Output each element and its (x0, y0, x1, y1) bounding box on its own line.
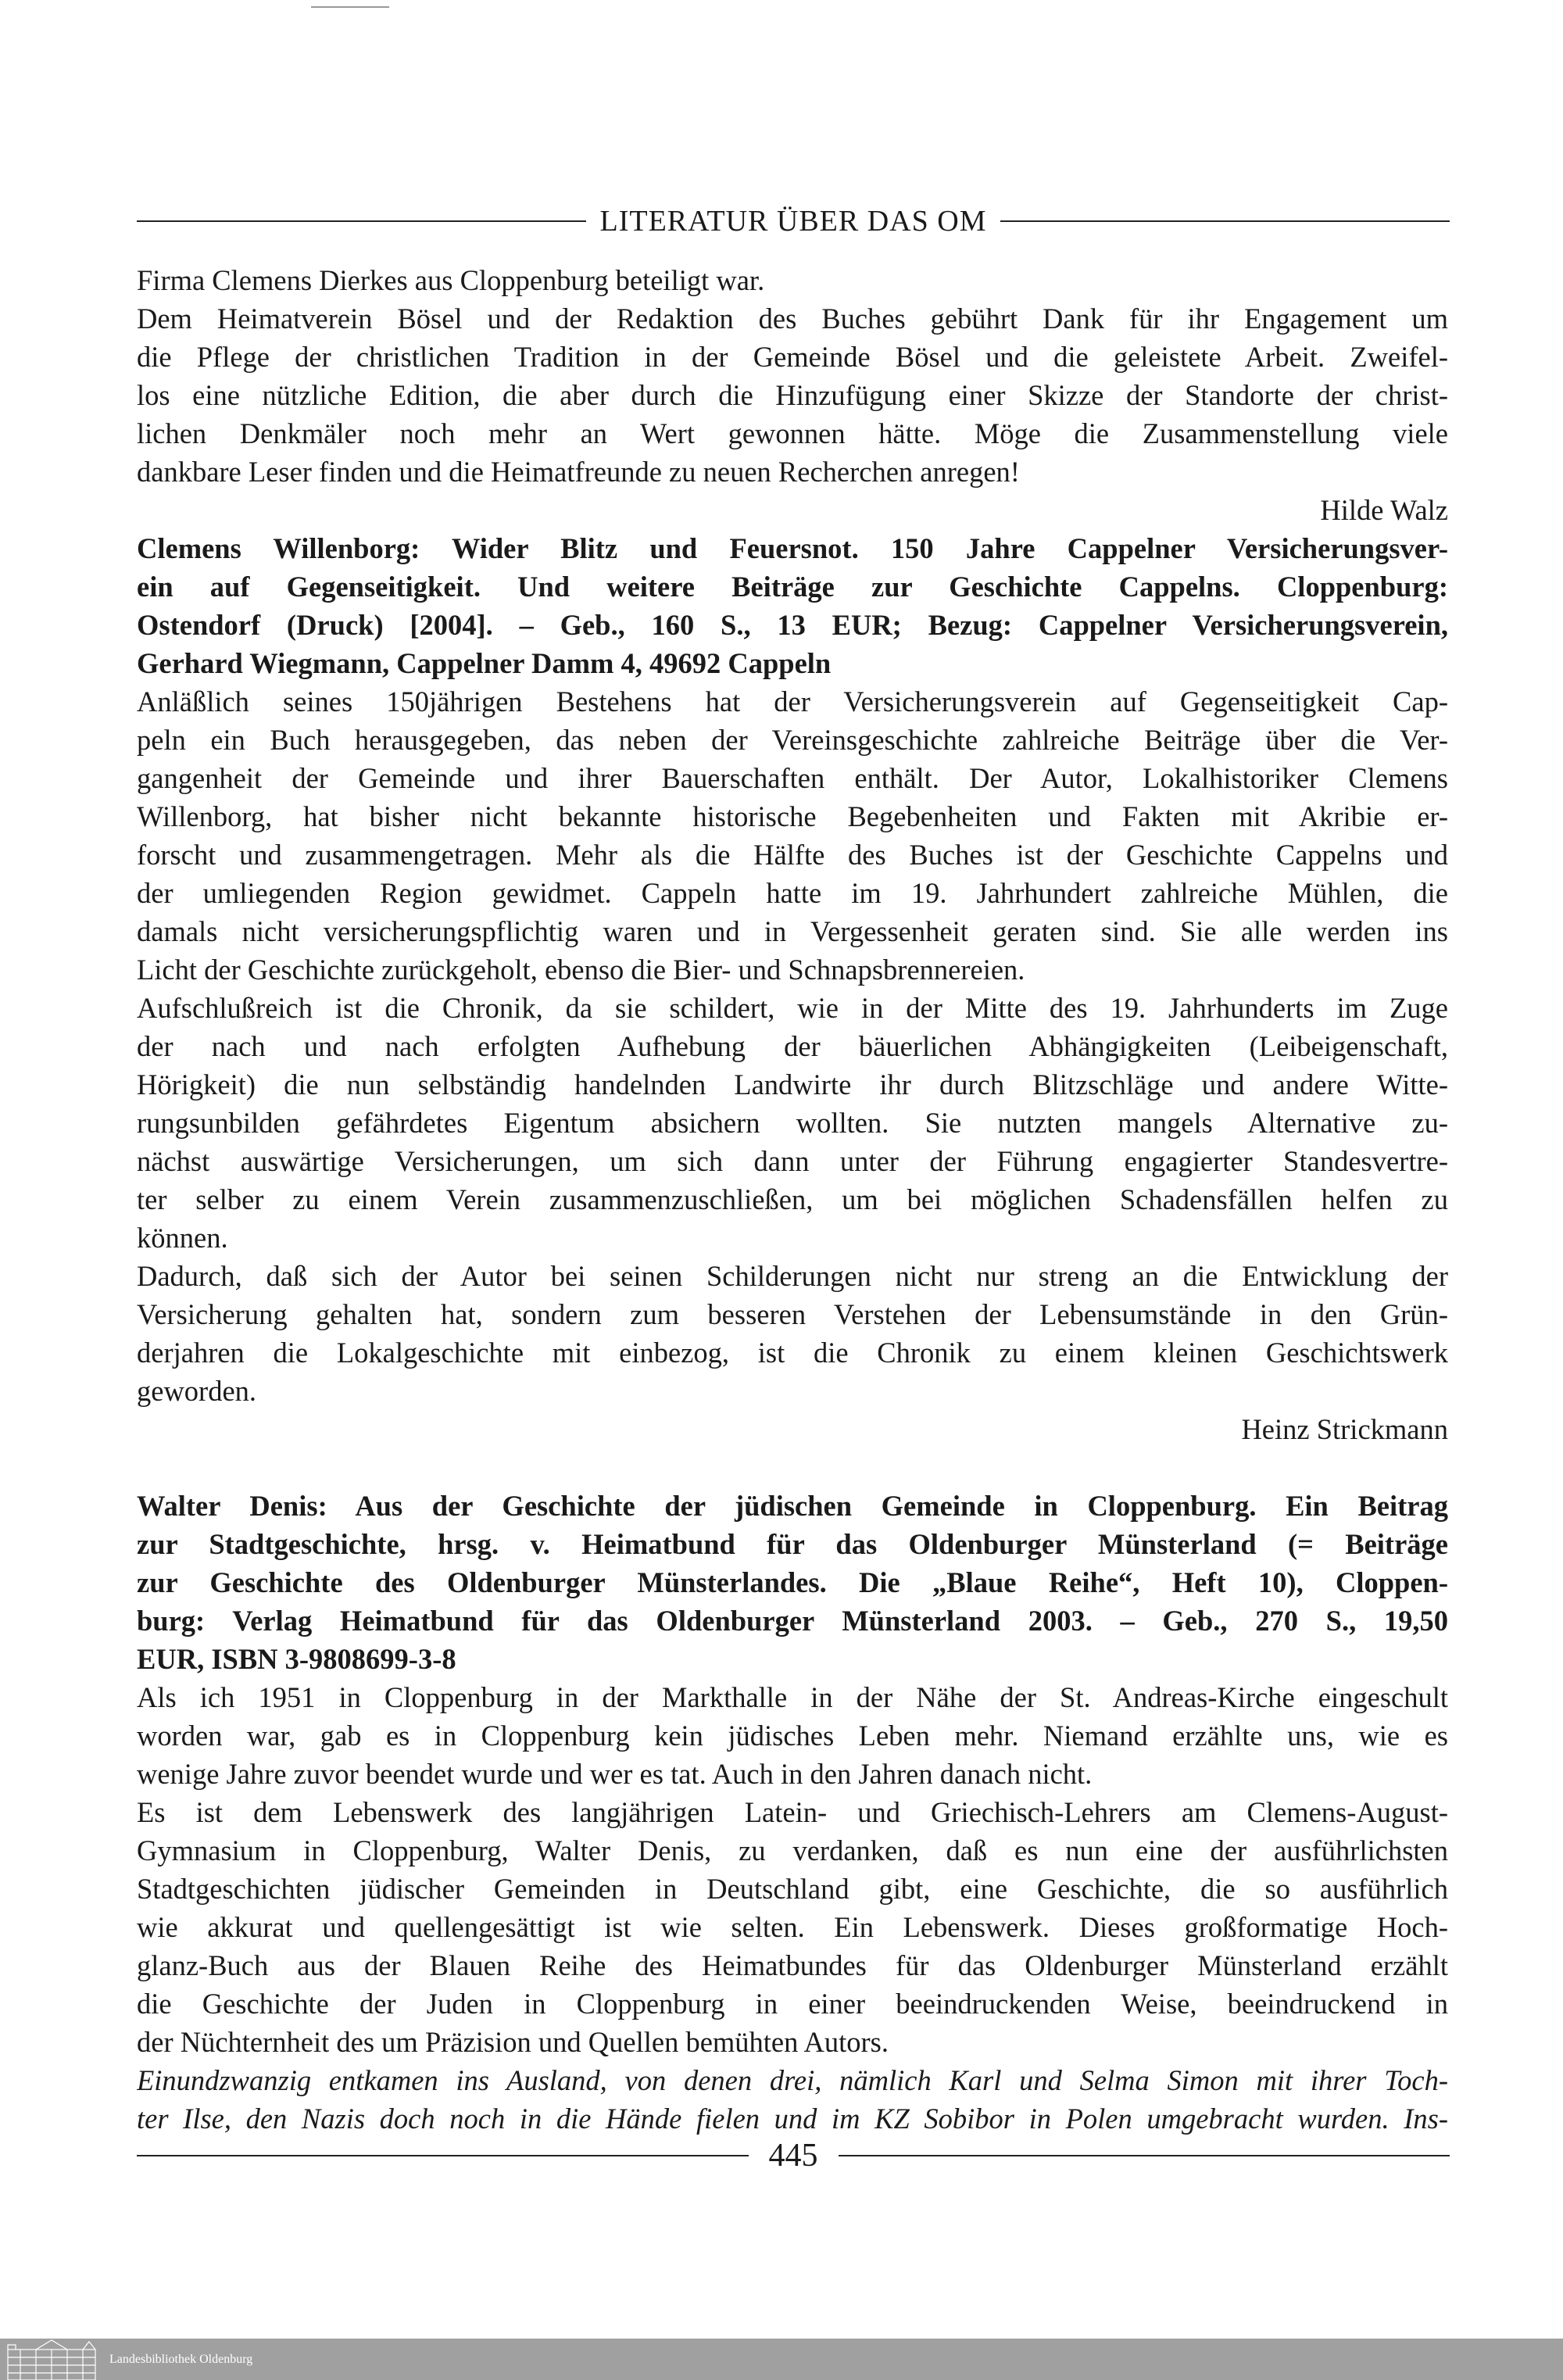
text-line: ter Ilse, den Nazis doch noch in die Hände fielen und im KZ Sobibor in Polen umgebracht wurden. Ins- (137, 2103, 1448, 2135)
text-line: Willenborg, hat bisher nicht bekannte historische Begebenheiten und Fakten mit Akribie er- (137, 800, 1448, 832)
text-line: der umliegenden Region gewidmet. Cappeln hatte im 19. Jahrhundert zahlreiche Mühlen, die (137, 877, 1448, 909)
text-line: gangenheit der Gemeinde und ihrer Bauerschaften enthält. Der Autor, Lokalhistoriker Clemens (137, 762, 1448, 794)
text-line: Es ist dem Lebenswerk des langjährigen Latein- und Griechisch-Lehrers am Clemens-August- (137, 1796, 1448, 1828)
text-line: der Nüchternheit des um Präzision und Quellen bemühten Autors. (137, 2026, 889, 2058)
text-line: forscht und zusammengetragen. Mehr als die Hälfte des Buches ist der Geschichte Cappelns und (137, 839, 1448, 871)
text-line: rungsunbilden gefährdetes Eigentum absichern wollten. Sie nutzten mangels Alternative zu- (137, 1107, 1448, 1139)
text-line: Firma Clemens Dierkes aus Cloppenburg beteiligt war. (137, 264, 765, 296)
text-line: Aufschlußreich ist die Chronik, da sie schildert, wie in der Mitte des 19. Jahrhunderts im Zuge (137, 992, 1448, 1024)
text-line: wenige Jahre zuvor beendet wurde und wer es tat. Auch in den Jahren danach nicht. (137, 1758, 1093, 1790)
book-citation-line: zur Geschichte des Oldenburger Münsterlandes. Die „Blaue Reihe“, Heft 10), Cloppen- (137, 1566, 1448, 1598)
book-citation-line: zur Stadtgeschichte, hrsg. v. Heimatbund für das Oldenburger Münsterland (= Beiträge (137, 1528, 1448, 1560)
text-line: Dadurch, daß sich der Autor bei seinen Schilderungen nicht nur streng an die Entwicklung der (137, 1260, 1448, 1292)
header-title: LITERATUR ÜBER DAS OM (599, 205, 987, 238)
book-citation-line: EUR, ISBN 3-9808699-3-8 (137, 1643, 456, 1675)
text-line: Anläßlich seines 150jährigen Bestehens hat der Versicherungsverein auf Gegenseitigkeit Cap- (137, 685, 1448, 718)
header-rule-left (137, 220, 586, 222)
text-line: ter selber zu einem Verein zusammenzuschließen, um bei möglichen Schadensfällen helfen zu (137, 1183, 1448, 1215)
text-line: Gymnasium in Cloppenburg, Walter Denis, zu verdanken, daß es nun eine der ausführlichsten (137, 1834, 1448, 1866)
footer-rule-right (839, 2155, 1450, 2156)
text-line: Versicherung gehalten hat, sondern zum besseren Verstehen der Lebensumstände in den Grün- (137, 1298, 1448, 1330)
text-line: worden war, gab es in Cloppenburg kein jüdisches Leben mehr. Niemand erzählte uns, wie es (137, 1720, 1448, 1752)
footer-rule-left (137, 2155, 749, 2156)
text-line: Als ich 1951 in Cloppenburg in der Markthalle in der Nähe der St. Andreas-Kirche eingeschult (137, 1681, 1448, 1713)
book-citation-line: Ostendorf (Druck) [2004]. – Geb., 160 S., 13 EUR; Bezug: Cappelner Versicherungsverein, (137, 609, 1448, 641)
library-building-logo-icon (5, 2339, 98, 2380)
book-citation-line: Clemens Willenborg: Wider Blitz und Feuersnot. 150 Jahre Cappelner Versicherungsver- (137, 532, 1448, 564)
text-line: damals nicht versicherungspflichtig waren und in Vergessenheit geraten sind. Sie alle werden ins (137, 915, 1448, 947)
library-banner (0, 2339, 1563, 2380)
text-line: los eine nützliche Edition, die aber durch die Hinzufügung einer Skizze der Standorte der christ- (137, 379, 1448, 411)
text-line: lichen Denkmäler noch mehr an Wert gewonnen hätte. Möge die Zusammenstellung viele (137, 417, 1448, 449)
book-citation-line: Gerhard Wiegmann, Cappelner Damm 4, 49692 Cappeln (137, 647, 832, 679)
text-line: nächst auswärtige Versicherungen, um sich dann unter der Führung engagierter Standesvertre- (137, 1145, 1448, 1177)
review-signature: Hilde Walz (1320, 494, 1448, 526)
text-line: geworden. (137, 1375, 257, 1407)
text-line: der nach und nach erfolgten Aufhebung der bäuerlichen Abhängigkeiten (Leibeigenschaft, (137, 1030, 1448, 1062)
text-line: dankbare Leser finden und die Heimatfreunde zu neuen Recherchen anregen! (137, 456, 1020, 488)
review-signature: Heinz Strickmann (1241, 1413, 1448, 1445)
text-line: wie akkurat und quellengesättigt ist wie selten. Ein Lebenswerk. Dieses großformatige Hoch- (137, 1911, 1448, 1943)
page-body (137, 261, 1448, 2138)
text-line: die Pflege der christlichen Tradition in der Gemeinde Bösel und die geleistete Arbeit. Zweifel- (137, 341, 1448, 373)
scan-mark (311, 6, 389, 8)
book-citation-line: burg: Verlag Heimatbund für das Oldenburger Münsterland 2003. – Geb., 270 S., 19,50 (137, 1605, 1448, 1637)
header-rule-right (1000, 220, 1450, 222)
page-number: 445 (768, 2138, 818, 2174)
text-line (137, 1448, 1448, 1487)
book-citation-line: ein auf Gegenseitigkeit. Und weitere Beiträge zur Geschichte Cappelns. Cloppenburg: (137, 571, 1448, 603)
text-line: können. (137, 1222, 228, 1254)
library-name: Landesbibliothek Oldenburg (109, 2352, 253, 2366)
text-line: die Geschichte der Juden in Cloppenburg in einer beeindruckenden Weise, beeindruckend in (137, 1988, 1448, 2020)
page-footer (137, 2134, 1450, 2178)
text-line: peln ein Buch herausgegeben, das neben der Vereinsgeschichte zahlreiche Beiträge über die Ver- (137, 724, 1448, 756)
text-line: glanz-Buch aus der Blauen Reihe des Heimatbundes für das Oldenburger Münsterland erzählt (137, 1949, 1448, 1981)
book-citation-line: Walter Denis: Aus der Geschichte der jüdischen Gemeinde in Cloppenburg. Ein Beitrag (137, 1490, 1448, 1522)
text-line: Licht der Geschichte zurückgeholt, ebenso die Bier- und Schnapsbrennereien. (137, 954, 1025, 986)
running-header (137, 202, 1450, 241)
text-line: Stadtgeschichten jüdischer Gemeinden in Deutschland gibt, eine Geschichte, die so ausführlich (137, 1873, 1448, 1905)
text-line: Dem Heimatverein Bösel und der Redaktion des Buches gebührt Dank für ihr Engagement um (137, 302, 1448, 335)
text-line: derjahren die Lokalgeschichte mit einbezog, ist die Chronik zu einem kleinen Geschichtswerk (137, 1337, 1448, 1369)
text-line: Hörigkeit) die nun selbständig handelnden Landwirte ihr durch Blitzschläge und andere Witte- (137, 1068, 1448, 1101)
text-line: Einundzwanzig entkamen ins Ausland, von denen drei, nämlich Karl und Selma Simon mit ihrer Toch- (137, 2064, 1448, 2096)
